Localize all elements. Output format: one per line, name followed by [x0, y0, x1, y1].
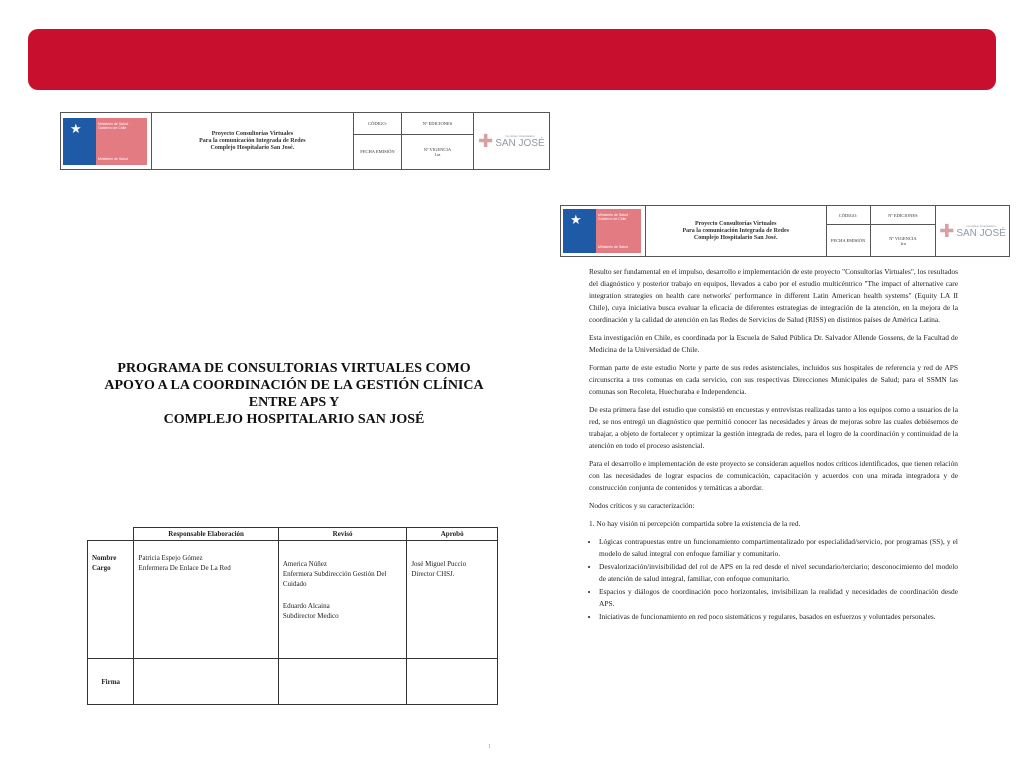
reviso-cell: America Núñez Enfermera Subdirección Gestión Del Cuidado Eduardo Alcaina Subdirector Medico: [278, 541, 407, 659]
hospital-logo: ✚ Complejo Hospitalario SAN JOSÉ: [478, 130, 545, 152]
gov-chile-logo: ★ Ministerio de Salud · Gobierno de Chile Ministerio de Salud: [563, 209, 641, 253]
elaboracion-cell: Patricia Espejo Gómez Enfermera De Enlace De La Red: [134, 541, 278, 659]
firma-reviso: [278, 659, 407, 705]
aprobo-cell: José Miguel Puccio Director CHSJ.: [407, 541, 498, 659]
paragraph-5: Para el desarrollo e implementación de este proyecto se consideran aquellos nodos críticos identificados, que tienen relación con las necesidades de lograr espacios de comunicación, capacitación y acuerdos con una mirada integradora y de construcción conjunta de contenidos y temáticas a abordar.: [589, 459, 958, 492]
ediciones-label: Nº EDICIONES: [402, 113, 474, 135]
list-item: • Iniciativas de funcionamiento en red poco sistemáticos y regulares, basados en esfuerzos y voluntades personales.: [599, 611, 958, 623]
cross-icon: ✚: [478, 130, 494, 152]
gov-logo-cell: [61, 113, 152, 170]
project-title-cell: Proyecto Consultorías Virtuales Para la comunicación Integrada de Redes Complejo Hospitalario San José.: [645, 206, 826, 257]
paragraph-3: Forman parte de este estudio Norte y parte de sus redes asistenciales, incluidos sus hospitales de referencia y red de APS circunscrita a tres comunas en cada servicio, con sus respectivas Direcciones Municipales de Salud; para el SSMN las comunas son Recoleta, Huechuraba e Independencia.: [589, 363, 958, 396]
hospital-logo: ✚ Complejo Hospitalario SAN JOSÉ: [939, 220, 1006, 242]
star-icon: ★: [570, 213, 582, 228]
ediciones-label: Nº EDICIONES: [870, 206, 935, 225]
header-banner: [28, 29, 996, 90]
document-header-table-left: [60, 112, 550, 170]
firma-elaboracion: [134, 659, 278, 705]
bullet-list: [589, 536, 958, 623]
gov-logo-cell: [561, 206, 646, 257]
row-label-firma: Firma: [88, 659, 134, 705]
numbered-item-1: 1. No hay visión ni percepción compartida sobre la existencia de la red.: [589, 519, 801, 528]
list-item: • Lógicas contrapuestas entre un funcionamiento compartimentalizado por especialidad/servicio, por programas (SS), y el modelo de salud integral con enfoque familiar y comunitario.: [599, 536, 958, 560]
page-number: 1: [488, 744, 491, 750]
hospital-logo-cell: [936, 206, 1010, 257]
gov-chile-logo: ★ Ministerio de Salud · Gobierno de Chile Ministerio de Salud: [63, 118, 147, 165]
vigencia-cell: Nº VIGENCIA 1ra: [870, 225, 935, 257]
col-aprobo-header: Aprobó: [407, 528, 498, 541]
page-body: [589, 266, 958, 624]
col-reviso-header: Revisó: [278, 528, 407, 541]
codigo-label: CÓDIGO:: [353, 113, 401, 135]
paragraph-6: Nodos críticos y su caracterización:: [589, 501, 695, 510]
vigencia-cell: Nº VIGENCIA 1ra: [402, 134, 474, 169]
codigo-label: CÓDIGO:: [826, 206, 870, 225]
fecha-label: FECHA EMISIÓN: [826, 225, 870, 257]
document-header-table-right: [560, 205, 1010, 257]
list-item: • Espacios y diálogos de coordinación poco horizontales, invisibilizan la realidad y necesidades de coordinación desde APS.: [599, 586, 958, 610]
col-elaboracion-header: Responsable Elaboración: [134, 528, 278, 541]
approval-table: [87, 527, 498, 705]
row-label-nombre-cargo: Nombre Cargo: [88, 541, 134, 659]
fecha-label: FECHA EMISIÓN: [353, 134, 401, 169]
star-icon: ★: [70, 121, 82, 137]
paragraph-4: De esta primera fase del estudio que consistió en encuestas y entrevistas realizadas tanto a los equipos como a usuarios de la red, se nos entregó un diagnóstico que permitió conocer las necesidades y áreas de mejoras sobre las cuales debiésemos de trabajar, a objeto de fortalecer y optimizar la gestión integrada de redes, para el logro de la coordinación y continuidad de la atención en todo el proceso asistencial.: [589, 405, 958, 450]
project-title-cell: Proyecto Consultorías Virtuales Para la comunicación Integrada de Redes Complejo Hospitalario San José.: [151, 113, 353, 170]
cover-title: PROGRAMA DE CONSULTORIAS VIRTUALES COMO APOYO A LA COORDINACIÓN DE LA GESTIÓN CLÍNICA ENTRE APS Y COMPLEJO HOSPITALARIO SAN JOSÉ: [104, 361, 484, 427]
firma-aprobo: [407, 659, 498, 705]
hospital-logo-cell: [473, 113, 549, 170]
list-item: • Desvalorización/invisibilidad del rol de APS en la red desde el nivel secundario/terciario; desconocimiento del modelo de atención de salud integral, familiar, con enfoque comunitario.: [599, 561, 958, 585]
paragraph-2: Esta investigación en Chile, es coordinada por la Escuela de Salud Pública Dr. Salvador Allende Gossens, de la Facultad de Medicina de la Universidad de Chile.: [589, 333, 958, 354]
cross-icon: ✚: [939, 220, 955, 242]
paragraph-1: Resulto ser fundamental en el impulso, desarrollo e implementación de este proyecto "Consultorías Virtuales", los resultados del diagnóstico y posterior trabajo en equipos, llevados a cabo por el estudio multicéntrico "The impact of alternative care integration strategies on health care networks' performance in different Latin American health systems" (Equity LA II Chile), cuya iniciativa busca evaluar la eficacia de diferentes estrategias de integración de la atención, en la mejora de la coordinación y la calidad de atención en las Redes de Servicios de Salud (RISS) en distintos países de América Latina.: [589, 267, 958, 324]
